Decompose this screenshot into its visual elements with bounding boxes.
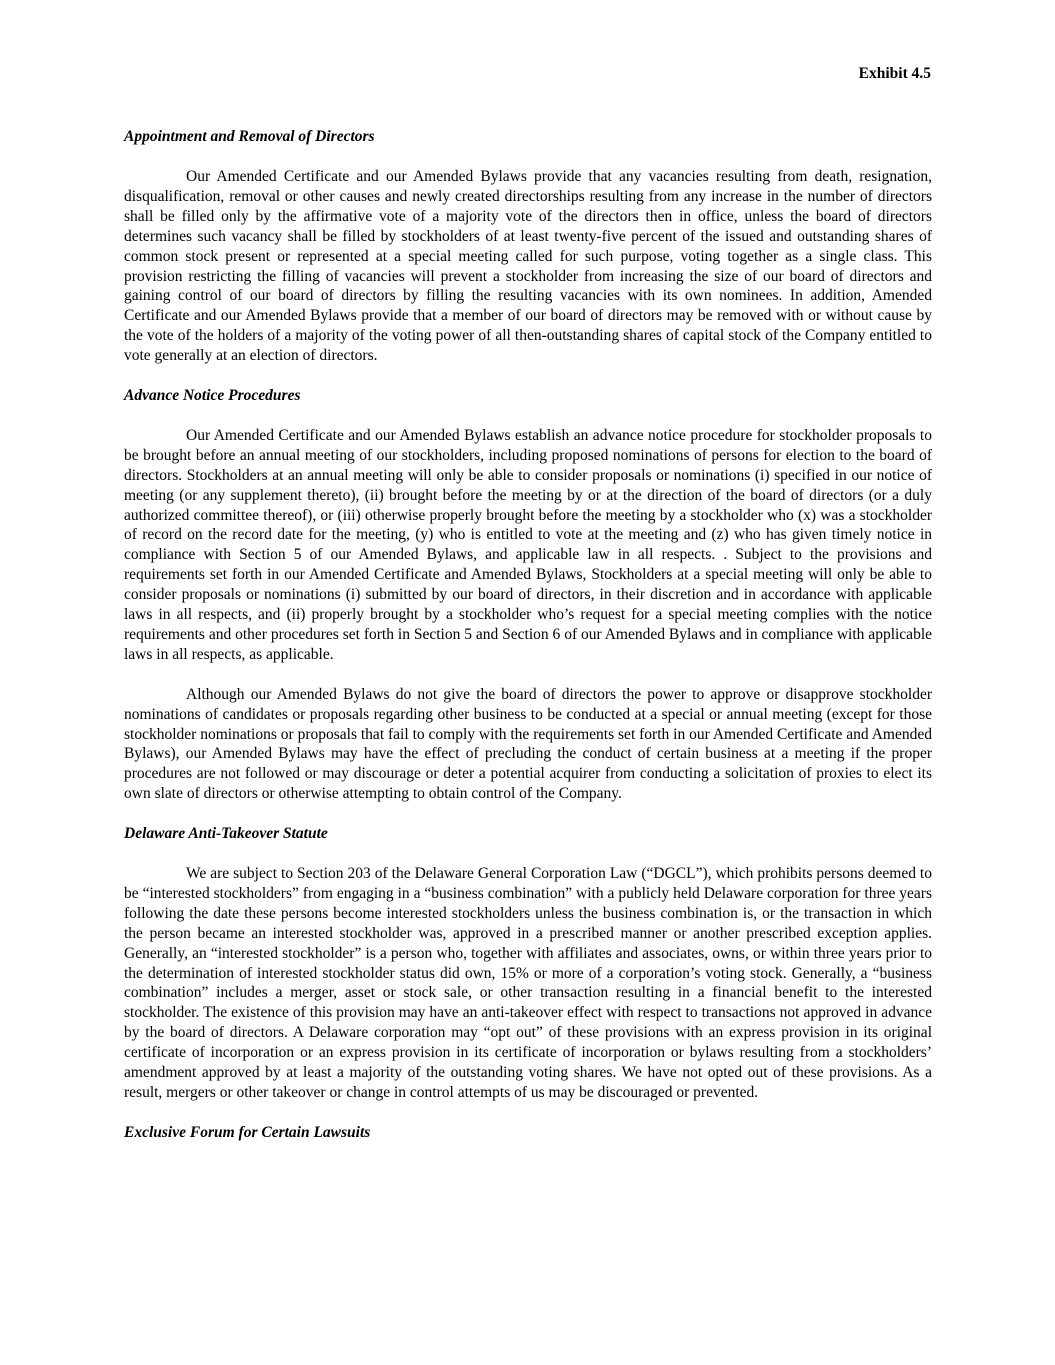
section-heading: Exclusive Forum for Certain Lawsuits [124, 1123, 371, 1141]
paragraph: Our Amended Certificate and our Amended Bylaws provide that any vacancies resulting from death, resignation, disqualification, removal or other causes and newly created directorships resulting from any increase in the number of directors shall be filled only by the affirmative vote of a majority vote of the directors then in office, unless the board of directors determines such vacancy shall be filled by stockholders of at least twenty-five percent of the issued and outstanding shares of common stock present or represented at a special meeting called for such purpose, voting together as a single class. This provision restricting the filling of vacancies will prevent a stockholder from increasing the size of our board of directors and gaining control of our board of directors by filling the resulting vacancies with its own nominees. In addition, Amended Certificate and our Amended Bylaws provide that a member of our board of directors may be removed with or without cause by the vote of the holders of a majority of the voting power of all then-outstanding shares of capital stock of the Company entitled to vote generally at an election of directors. [124, 168, 932, 365]
document-body [124, 127, 932, 1163]
section-appointment-removal-directors [124, 127, 932, 366]
paragraph: We are subject to Section 203 of the Delaware General Corporation Law (“DGCL”), which prohibits persons deemed to be “interested stockholders” from engaging in a “business combination” with a publicly held Delaware corporation for three years following the date these persons become interested stockholders unless the business combination is, or the transaction in which the person became an interested stockholder was, approved in a prescribed manner or another prescribed exception applies. Generally, an “interested stockholder” is a person who, together with affiliates and associates, owns, or within three years prior to the determination of interested stockholder status did own, 15% or more of a corporation’s voting stock. Generally, a “business combination” includes a merger, asset or stock sale, or other transaction resulting in a financial benefit to the interested stockholder. The existence of this provision may have an anti-takeover effect with respect to transactions not approved in advance by the board of directors. A Delaware corporation may “opt out” of these provisions with an express provision in its original certificate of incorporation or an express provision in its certificate of incorporation or bylaws resulting from a stockholders’ amendment approved by at least a majority of the outstanding voting shares. We have not opted out of these provisions. As a result, mergers or other takeover or change in control attempts of us may be discouraged or prevented. [124, 865, 932, 1102]
section-heading: Appointment and Removal of Directors [124, 128, 375, 145]
section-exclusive-forum [124, 1123, 932, 1143]
paragraph: Although our Amended Bylaws do not give the board of directors the power to approve or disapprove stockholder nominations of candidates or proposals regarding other business to be conducted at a special or annual meeting (except for those stockholder nominations or proposals that fail to comply with the requirements set forth in our Amended Certificate and Amended Bylaws), our Amended Bylaws may have the effect of precluding the conduct of certain business at a meeting if the proper procedures are not followed or may discourage or deter a potential acquirer from conducting a solicitation of proxies to elect its own slate of directors or otherwise attempting to obtain control of the Company. [124, 685, 932, 803]
section-advance-notice-procedures [124, 386, 932, 804]
section-heading: Delaware Anti-Takeover Statute [124, 825, 328, 843]
exhibit-label: Exhibit 4.5 [858, 65, 931, 82]
section-delaware-anti-takeover-statute [124, 824, 932, 1103]
paragraph: Our Amended Certificate and our Amended Bylaws establish an advance notice procedure for stockholder proposals to be brought before an annual meeting of our stockholders, including proposed nominations of persons for election to the board of directors. Stockholders at an annual meeting will only be able to consider proposals or nominations (i) specified in our notice of meeting (or any supplement thereto), (ii) brought before the meeting by or at the direction of the board of directors (or a duly authorized committee thereof), or (iii) otherwise properly brought before the meeting by a stockholder who (x) was a stockholder of record on the record date for the meeting, (y) who is entitled to vote at the meeting and (z) who has given timely notice in compliance with Section 5 of our Amended Bylaws, and applicable law in all respects. . Subject to the provisions and requirements set forth in our Amended Certificate and Amended Bylaws, Stockholders at a special meeting will only be able to consider proposals or nominations (i) submitted by our board of directors, in their discretion and in accordance with applicable laws in all respects, and (ii) properly brought by a stockholder who’s request for a special meeting complies with the notice requirements and other procedures set forth in Section 5 and Section 6 of our Amended Bylaws and in compliance with applicable laws in all respects, as applicable. [124, 426, 932, 663]
section-heading: Advance Notice Procedures [124, 386, 301, 404]
